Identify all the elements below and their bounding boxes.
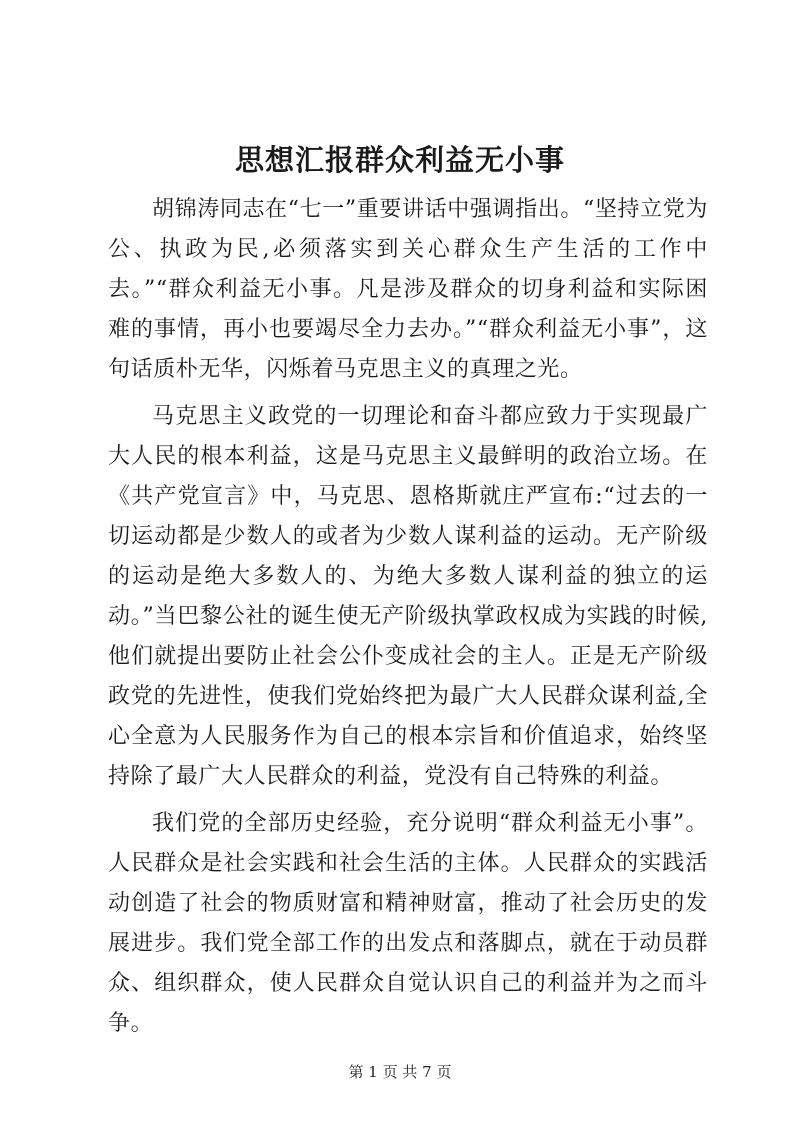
- document-body: [108, 190, 708, 1051]
- paragraph-1: 胡锦涛同志在“七一”重要讲话中强调指出。“坚持立党为公、执政为民,必须落实到关心群众生产生活的工作中去。”“群众利益无小事。凡是涉及群众的切身利益和实际困难的事情，再小也要竭尽全力去办。”“群众利益无小事”，这句话质朴无华，闪烁着马克思主义的真理之光。: [108, 197, 708, 382]
- paragraph-2: 马克思主义政党的一切理论和奋斗都应致力于实现最广大人民的根本利益，这是马克思主义最鲜明的政治立场。在《共产党宣言》中，马克思、恩格斯就庄严宣布:“过去的一切运动都是少数人的或者为少数人谋利益的运动。无产阶级的运动是绝大多数人的、为绝大多数人谋利益的独立的运动。”当巴黎公社的诞生使无产阶级执掌政权成为实践的时候,他们就提出要防止社会公仆变成社会的主人。正是无产阶级政党的先进性，使我们党始终把为最广大人民群众谋利益,全心全意为人民服务作为自己的根本宗旨和价值追求，始终坚持除了最广大人民群众的利益，党没有自己特殊的利益。: [108, 404, 708, 789]
- page-number-footer: 第 1 页 共 7 页: [348, 1063, 452, 1081]
- document-title: 思想汇报群众利益无小事: [234, 143, 565, 177]
- paragraph-3: 我们党的全部历史经验，充分说明“群众利益无小事”。人民群众是社会实践和社会生活的主体。人民群众的实践活动创造了社会的物质财富和精神财富，推动了社会历史的发展进步。我们党全部工作的出发点和落脚点，就在于动员群众、组织群众，使人民群众自觉认识自己的利益并为之而斗争。: [108, 811, 708, 1036]
